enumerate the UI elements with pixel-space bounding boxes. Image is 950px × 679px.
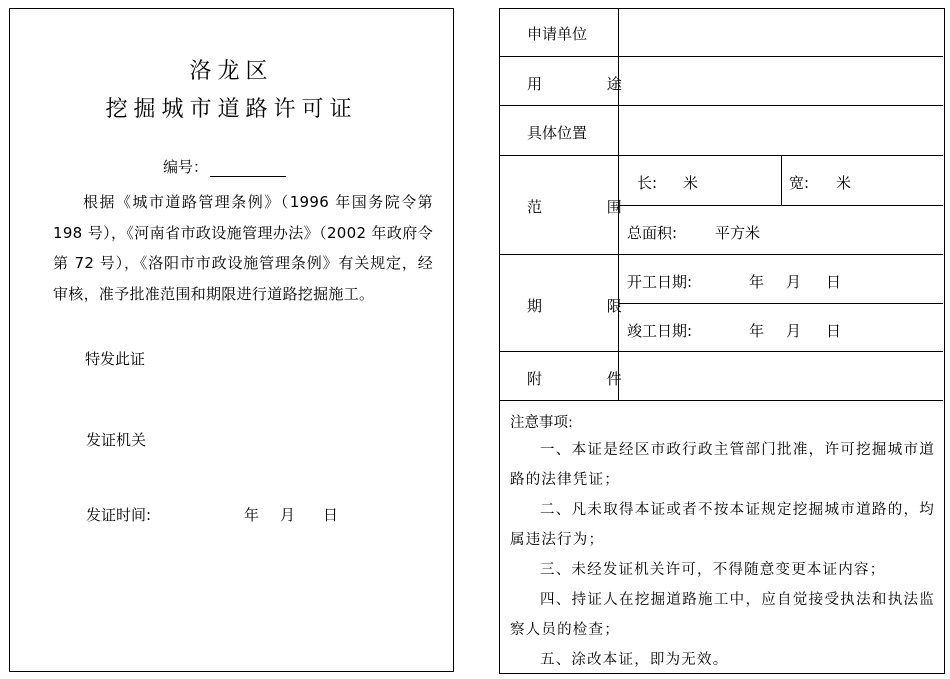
applicant-label: 申请单位 [527, 25, 588, 43]
notes-list [510, 435, 935, 675]
permit-front-panel [9, 8, 454, 672]
issue-year-label: 年 [244, 506, 260, 524]
scope-label: 范 围 [527, 198, 652, 216]
location-label: 具体位置 [527, 124, 588, 142]
period-label: 期 限 [527, 297, 652, 315]
permit-number-label: 编号： [163, 158, 209, 176]
purpose-label: 用 途 [527, 75, 652, 93]
issuing-authority-label: 发证机关 [86, 431, 147, 449]
grid-line [500, 254, 943, 255]
notes-title: 注意事项: [510, 415, 573, 431]
location-field[interactable] [620, 106, 942, 154]
attachment-label: 附 件 [527, 370, 652, 388]
applicant-field[interactable] [620, 9, 942, 55]
note-item: 四、持证人在挖掘道路施工中，应自觉接受执法和执法监察人员的检查； [510, 592, 935, 638]
area-unit: 平方米 [715, 224, 761, 242]
end-day-label: 日 [826, 322, 842, 340]
issue-day-label: 日 [323, 506, 339, 524]
note-item: 三、未经发证机关许可，不得随意变更本证内容； [540, 562, 886, 578]
width-unit: 米 [836, 174, 852, 192]
width-label: 宽: [789, 174, 810, 192]
permit-number-row [163, 156, 286, 177]
grid-line [781, 155, 782, 205]
permit-body-text: 根据《城市道路管理条例》（1996 年国务院令第 198 号），《河南省市政设施管理办法》（2002 年政府令第 72 号），《洛阳市市政设施管理条例》有关规定，经审核，准予批准范围和期限进行道路挖掘施工。 [53, 193, 433, 303]
end-year-label: 年 [749, 322, 765, 340]
length-unit: 米 [683, 174, 699, 192]
permit-title: 挖掘城市道路许可证 [105, 97, 358, 122]
end-month-label: 月 [786, 322, 802, 340]
end-date-label: 竣工日期: [627, 322, 693, 340]
grid-line [618, 303, 943, 304]
start-year-label: 年 [749, 273, 765, 291]
issue-date-row [86, 504, 416, 526]
issue-month-label: 月 [280, 506, 296, 524]
area-label: 总面积: [627, 224, 678, 242]
note-item: 一、本证是经区市政行政主管部门批准，许可挖掘城市道路的法律凭证； [510, 442, 935, 488]
start-month-label: 月 [786, 273, 802, 291]
length-label: 长: [637, 174, 658, 192]
district-title: 洛龙区 [189, 59, 274, 84]
special-issue-text: 特发此证 [85, 350, 146, 368]
grid-line [500, 155, 943, 156]
note-item: 五、涂改本证，即为无效。 [540, 652, 729, 668]
permit-number-field[interactable] [210, 160, 286, 177]
start-day-label: 日 [826, 273, 842, 291]
start-date-label: 开工日期: [627, 273, 693, 291]
note-item: 二、凡未取得本证或者不按本证规定挖掘城市道路的，均属违法行为； [510, 502, 935, 548]
issue-date-label: 发证时间: [86, 506, 152, 524]
grid-line [500, 400, 943, 401]
permit-back-panel [499, 8, 945, 674]
grid-line [618, 205, 943, 206]
attachment-field[interactable] [620, 352, 942, 399]
purpose-field[interactable] [620, 57, 942, 104]
